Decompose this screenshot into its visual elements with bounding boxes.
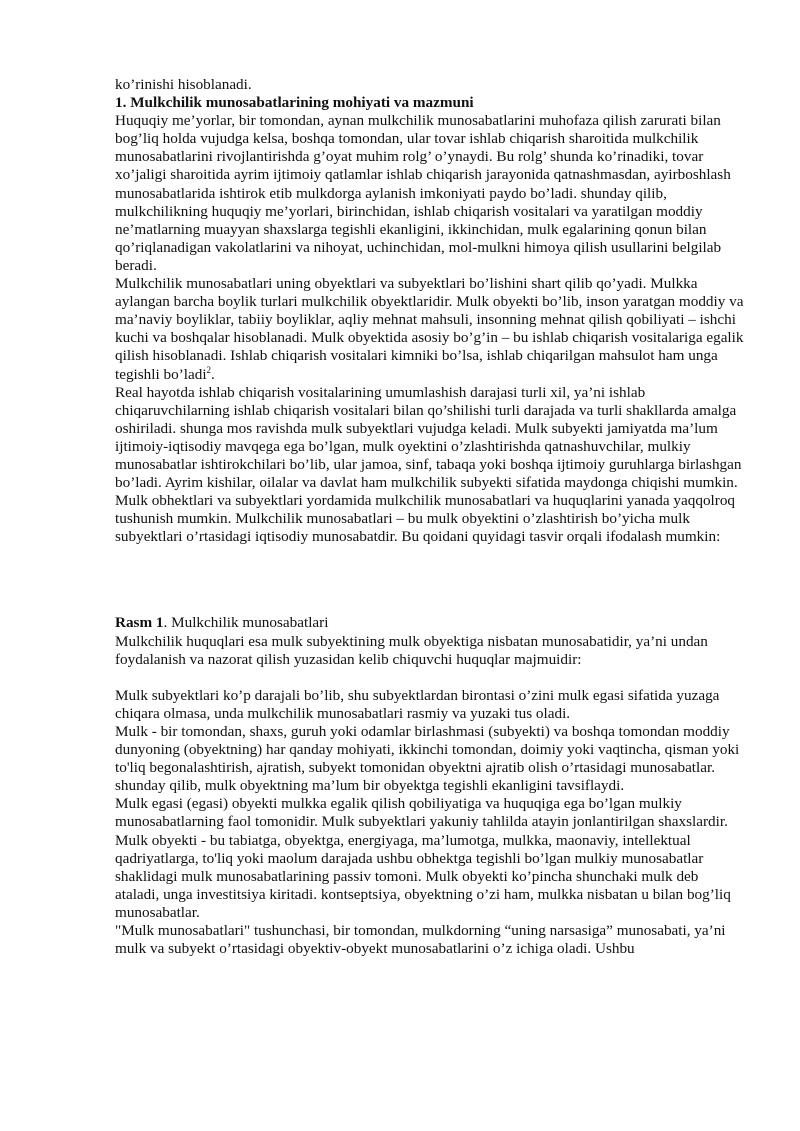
section-heading: 1. Mulkchilik munosabatlarining mohiyati va mazmuni [115, 94, 474, 112]
paragraph-4: Mulk obhektlari va subyektlari yordamida mulkchilik munosabatlari va huquqlarini yanada yaqqolroq tushunish mumkin. Mulkchilik munosabatlari – bu mulk obyektini o’zlashtirish bo’yicha mulk subyektlari o’rtasidagi iqtisodiy munosabatdir. Bu qoidani quyidagi tasvir orqali ifodalash mumkin: [115, 492, 736, 546]
blank-line [115, 669, 745, 687]
continuation-text: ko’rinishi hisoblanadi. [115, 76, 252, 93]
figure-caption-text: . Mulkchilik munosabatlari [163, 614, 329, 632]
footnote-reference: 2 [206, 364, 212, 375]
figure-caption [115, 614, 745, 632]
paragraph-2-text: Mulkchilik munosabatlari uning obyektlari va subyektlari bo’lishini shart qilib qo’yadi. Mulkka aylangan barcha boylik turlari mulkchilik obyektlaridir. Mulk obyekti bo’lib, inson yaratgan moddiy va ma’naviy boyliklar, tabiiy boyliklar, aqliy mehnat mahsuli, insonning mehnat qilish qobiliyati – ishchi kuchi va boshqalar hisoblanadi. Mulk obyektida asosiy bo’g’in – bu ishlab chiqarish vositalariga egalik qilish hisoblanadi. Ishlab chiqarish vositalari kimniki bo’lsa, ishlab chiqarilgan mahsulot ham unga tegishli bo’ladi [115, 275, 744, 383]
paragraph-7: Mulk - bir tomondan, shaxs, guruh yoki odamlar birlashmasi (subyekti) va boshqa tomondan moddiy dunyoning (obyektning) har qanday mohiyati, ikkinchi tomondan, doimiy yoki vaqtincha, qisman yoki to'liq begonalashtirish, ajratish, subyekt tomonidan obyektni ajratib olish o’rtasidagi munosabatlar. shunday qilib, mulk obyektning ma’lum bir obyektga tegishli ekanligini tavsiflaydi. [115, 723, 740, 795]
paragraph-5: Mulkchilik huquqlari esa mulk subyektining mulk obyektiga nisbatan munosabatidir, ya’ni undan foydalanish va nazorat qilish yuzasidan kelib chiquvchi huquqlar majmuidir: [115, 632, 708, 668]
document-page [115, 76, 745, 958]
figure-placeholder [115, 546, 745, 614]
paragraph-6: Mulk subyektlari ko’p darajali bo’lib, shu subyektlardan birontasi o’zini mulk egasi sifatida yuzaga chiqara olmasa, unda mulkchilik munosabatlari rasmiy va yuzaki tus oladi. [115, 686, 720, 722]
figure-caption-label: Rasm 1 [115, 614, 164, 632]
paragraph-8: Mulk egasi (egasi) obyekti mulkka egalik qilish qobiliyatiga va huquqiga ega bo’lgan mulkiy munosabatlarning faol tomonidir. Mulk subyektlari yakuniy tahlilda atayin jonlantirilgan shaxslardir. Mulk obyekti - bu tabiatga, obyektga, energiyaga, ma’lumotga, mulkka, maonaviy, intellektual qadriyatlarga, to'liq yoki maolum darajada ushbu obhektga tegishli bo’lgan mulkiy munosabatlar shaklidagi mulk munosabatlarining passiv tomoni. Mulk obyekti ko’pincha shunchaki mulk deb ataladi, unga investitsiya kiritadi. kontseptsiya, obyektning o’zi ham, mulkka nisbatan u bilan bog’liq munosabatlar. [115, 795, 731, 921]
paragraph-2-tail: . [211, 365, 215, 383]
paragraph-3: Real hayotda ishlab chiqarish vositalarining umumlashish darajasi turli xil, ya’ni ishlab chiqaruvchilarning ishlab chiqarish vositalari bilan qo’shilishi turli darajada va turli shakllarda amalga oshiriladi. shunga mos ravishda mulk subyektlari vujudga keladi. Mulk subyekti jamiyatda ma’lum ijtimoiy-iqtisodiy mavqega ega bo’lgan, mulk oyektini o’zlashtirishda qatnashuvchilar, mulkiy munosabatlar ishtirokchilari bo’lib, ular jamoa, sinf, tabaqa yoki boshqa ijtimoiy guruhlarga birlashgan bo’ladi. Ayrim kishilar, oilalar va davlat ham mulkchilik subyekti sifatida maydonga chiqishi mumkin. [115, 383, 742, 492]
paragraph-2 [115, 275, 745, 384]
paragraph-1: Huquqiy me’yorlar, bir tomondan, aynan mulkchilik munosabatlarini muhofaza qilish zarurati bilan bog’liq holda vujudga kelsa, boshqa tomondan, ular tovar ishlab chiqarish sharoitida mulkchilik munosabatlarini rivojlantirishda g’oyat muhim rolg’ o’ynaydi. Bu rolg’ shunda ko’rinadiki, tovar xo’jaligi sharoitida ayrim ijtimoiy qatlamlar ishlab chiqarish jarayonida qatnashmasdan, ayirboshlash munosabatlarida ishtirok etib mulkdorga aylanish imkoniyati paydo bo’ladi. shunday qilib, mulkchilikning huquqiy me’yorlari, birinchidan, ishlab chiqarish vositalari va yaratilgan moddiy ne’matlarning muayyan shaxslarga tegishli ekanligini, ikkinchidan, mulk egalarining qonun bilan qo’riqlanadigan vakolatlarini va nihoyat, uchinchidan, mol-mulkni himoya qilish usullarini belgilab beradi. [115, 112, 731, 274]
paragraph-9: "Mulk munosabatlari" tushunchasi, bir tomondan, mulkdorning “uning narsasiga” munosabati, ya’ni mulk va subyekt o’rtasidagi obyektiv-obyekt munosabatlarini o’z ichiga oladi. Ushbu [115, 922, 726, 958]
